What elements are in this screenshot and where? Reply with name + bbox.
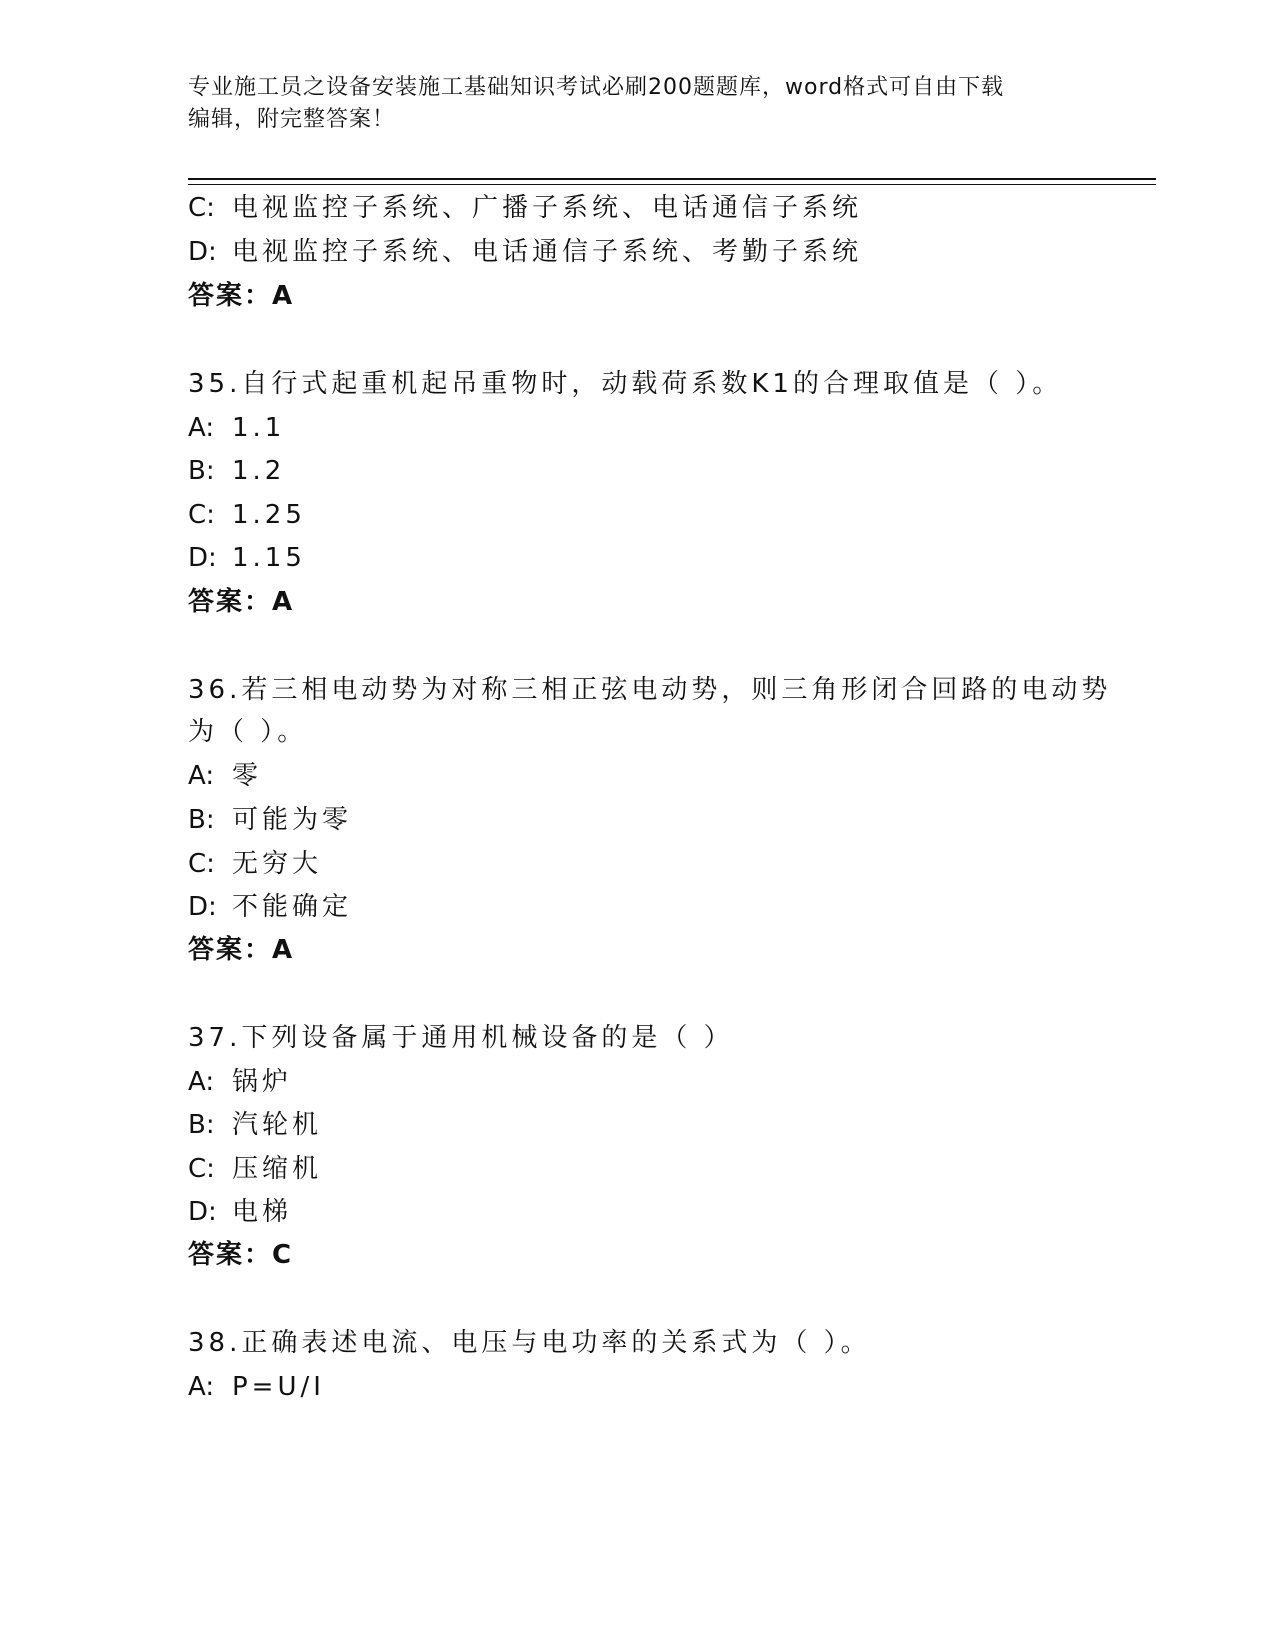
option-d: D: 1.15	[188, 543, 306, 573]
option-a: A: P=U/I	[188, 1372, 325, 1402]
question-37-stem: 37.下列设备属于通用机械设备的是（ ）	[188, 1023, 734, 1053]
option-a: A: 1.1	[188, 413, 286, 443]
option-c: C: 电视监控子系统、广播子系统、电话通信子系统	[188, 193, 863, 223]
option-a: A: 零	[188, 761, 263, 791]
option-b: B: 1.2	[188, 456, 286, 486]
option-d: D: 电梯	[188, 1197, 293, 1227]
header-line-2: 编辑，附完整答案！	[188, 107, 396, 132]
answer-line: 答案：A	[188, 587, 295, 617]
question-36-stem-cont: 为（ ）。	[188, 717, 308, 747]
header-divider-thick	[188, 178, 1156, 180]
option-c: C: 1.25	[188, 500, 306, 530]
question-36-stem: 36.若三相电动势为对称三相正弦电动势，则三角形闭合回路的电动势	[188, 675, 1112, 705]
option-c: C: 无穷大	[188, 849, 323, 879]
option-c: C: 压缩机	[188, 1154, 323, 1184]
document-header	[188, 72, 1078, 136]
header-divider-thin	[188, 184, 1156, 185]
option-a: A: 锅炉	[188, 1067, 293, 1097]
header-line-1: 专业施工员之设备安装施工基础知识考试必刷200题题库，word格式可自由下载	[188, 75, 1005, 100]
answer-line: 答案：C	[188, 1240, 294, 1270]
answer-line: 答案：A	[188, 281, 295, 311]
option-b: B: 可能为零	[188, 805, 353, 835]
option-d: D: 不能确定	[188, 892, 353, 922]
question-38-stem: 38.正确表述电流、电压与电功率的关系式为（ ）。	[188, 1328, 871, 1358]
option-d: D: 电视监控子系统、电话通信子系统、考勤子系统	[188, 237, 863, 267]
option-b: B: 汽轮机	[188, 1110, 323, 1140]
question-35-stem: 35.自行式起重机起吊重物时，动载荷系数K1的合理取值是（ ）。	[188, 369, 1063, 399]
answer-line: 答案：A	[188, 935, 295, 965]
